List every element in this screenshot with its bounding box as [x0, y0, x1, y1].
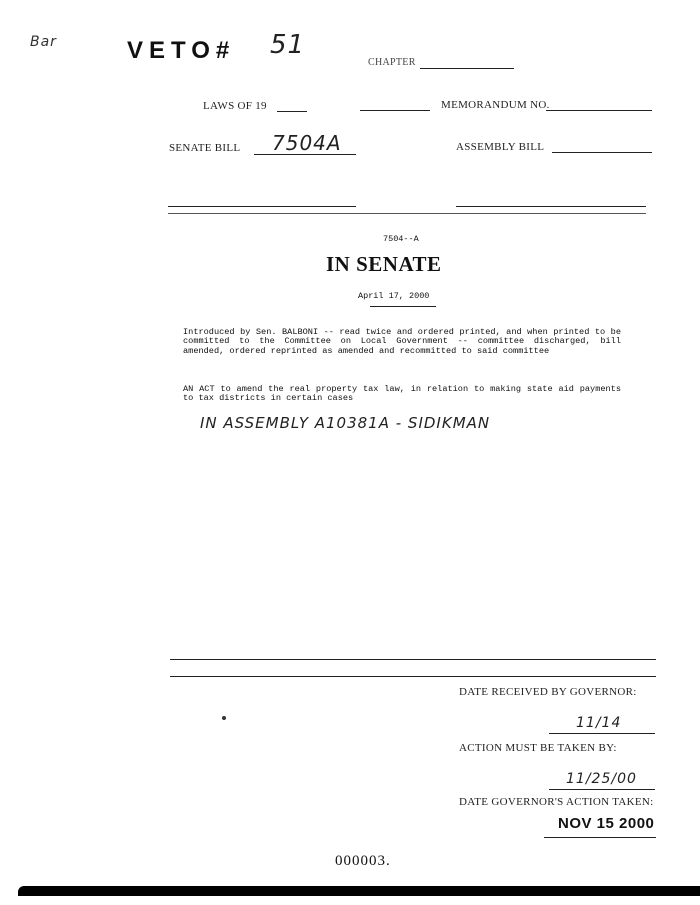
action-must-value: 11/25/00	[566, 771, 637, 787]
chamber-heading: IN SENATE	[326, 252, 442, 276]
blank-line	[360, 110, 430, 111]
veto-number: 51	[270, 30, 306, 60]
chapter-line	[420, 68, 514, 69]
assembly-handwritten-note: IN ASSEMBLY A10381A - SIDIKMAN	[200, 414, 491, 432]
scan-speck	[222, 716, 226, 720]
scan-bottom-edge	[18, 886, 700, 896]
action-must-label: ACTION MUST BE TAKEN BY:	[459, 742, 617, 754]
action-taken-stamp: NOV 15 2000	[558, 815, 655, 832]
memorandum-line	[546, 110, 652, 111]
laws-line	[277, 111, 307, 112]
date-received-label: DATE RECEIVED BY GOVERNOR:	[459, 686, 637, 698]
senate-bill-number: 7504A	[272, 131, 342, 155]
header-divider	[168, 213, 646, 214]
action-taken-label: DATE GOVERNOR'S ACTION TAKEN:	[459, 796, 654, 808]
veto-title: VETO#	[127, 37, 236, 64]
date-underline	[370, 306, 436, 307]
laws-label: LAWS OF 19	[203, 100, 267, 112]
senate-bill-line	[254, 154, 356, 155]
signature-line-left	[168, 206, 356, 207]
senate-bill-label: SENATE BILL	[169, 142, 241, 154]
page-number: 000003.	[335, 853, 391, 869]
signature-line-right	[456, 206, 646, 207]
act-paragraph: AN ACT to amend the real property tax law, in relation to making state aid payments to tax districts in certain cases	[183, 384, 621, 404]
date-received-value: 11/14	[576, 715, 622, 731]
bill-date: April 17, 2000	[358, 291, 430, 301]
date-received-line	[549, 733, 655, 734]
bill-code: 7504--A	[383, 234, 419, 244]
corner-note: Bar	[30, 34, 57, 50]
action-taken-line	[544, 837, 656, 838]
action-must-line	[549, 789, 655, 790]
chapter-label: CHAPTER	[368, 57, 416, 68]
introduced-paragraph: Introduced by Sen. BALBONI -- read twice and ordered printed, and when printed to be committed to the Committee on Local Government -- committee discharged, bill amended, ordered reprinted as amended and recommitted to said committee	[183, 327, 621, 356]
footer-divider-bottom	[170, 676, 656, 677]
footer-divider-top	[170, 659, 656, 660]
assembly-bill-line	[552, 152, 652, 153]
memorandum-label: MEMORANDUM NO.	[441, 99, 550, 111]
assembly-bill-label: ASSEMBLY BILL	[456, 141, 545, 153]
